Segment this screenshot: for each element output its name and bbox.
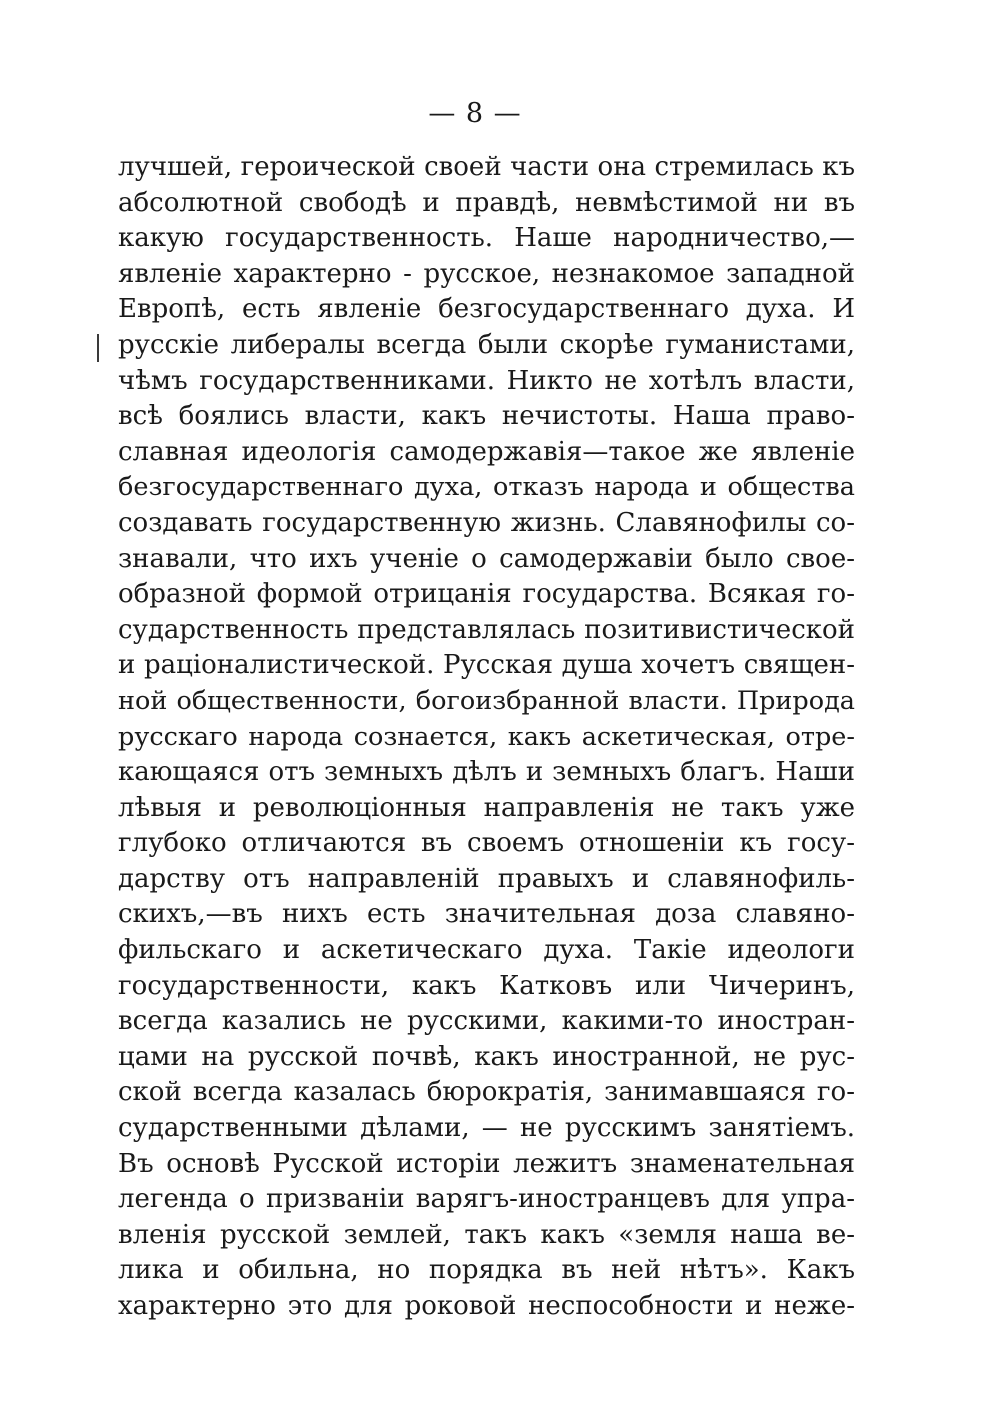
text-line: дарству отъ направленій правыхъ и славянофиль- <box>118 863 855 894</box>
text-line: глубоко отличаются въ своемъ отношеніи къ госу- <box>118 828 855 859</box>
text-line: образной формой отрицанія государства. Всякая го- <box>118 579 855 610</box>
text-line: абсолютной свободѣ и правдѣ, невмѣстимой ни въ <box>118 187 855 218</box>
text-line: чѣмъ государственниками. Никто не хотѣлъ власти, <box>118 365 855 396</box>
margin-mark <box>97 334 99 362</box>
text-line: характерно это для роковой неспособности и неже- <box>118 1291 855 1321</box>
text-line: лучшей, героической своей части она стремилась къ <box>118 152 855 182</box>
text-line: сударственными дѣлами, — не русскимъ занятіемъ. <box>118 1113 855 1144</box>
text-line: русскаго народа сознается, какъ аскетическая, отре- <box>118 721 855 752</box>
text-line: лика и обильна, но порядка въ ней нѣтъ». Какъ <box>118 1255 855 1286</box>
text-line: кающаяся отъ земныхъ дѣлъ и земныхъ благъ. Наши <box>118 757 855 788</box>
text-line: и раціоналистической. Русская душа хочетъ священ- <box>118 650 855 681</box>
text-line: русскіе либералы всегда были скорѣе гуманистами, <box>118 329 855 360</box>
text-line: лѣвыя и революціонныя направленія не такъ уже <box>118 792 855 823</box>
text-line: скихъ,—въ нихъ есть значительная доза славяно- <box>118 899 855 930</box>
text-line: создавать государственную жизнь. Славянофилы со- <box>118 507 855 538</box>
text-line: явленіе характерно - русское, незнакомое западной <box>118 258 855 289</box>
text-line: ской всегда казалась бюрократія, занимавшаяся го- <box>118 1077 855 1108</box>
text-line: Европѣ, есть явленіе безгосударственнаго духа. И <box>118 294 855 325</box>
text-line: славная идеологія самодержавія—такое же явленіе <box>118 436 855 467</box>
text-line: какую государственность. Наше народничество,— <box>118 223 855 254</box>
text-line: вленія русской землей, такъ какъ «земля наша ве- <box>118 1219 855 1250</box>
text-line: сударственность представлялась позитивистической <box>118 614 855 645</box>
text-line: фильскаго и аскетическаго духа. Такіе идеологи <box>118 935 855 966</box>
text-line: всѣ боялись власти, какъ нечистоты. Наша право- <box>118 401 855 432</box>
text-line: цами на русской почвѣ, какъ иностранной, не рус- <box>118 1041 855 1072</box>
text-line: безгосударственнаго духа, отказъ народа и общества <box>118 472 855 503</box>
body-text <box>118 150 855 1325</box>
page-number: — 8 — <box>428 98 522 129</box>
text-line: знавали, что ихъ ученіе о самодержавіи было свое- <box>118 543 855 574</box>
text-line: легенда о призваніи варягъ-иностранцевъ для упра- <box>118 1184 855 1215</box>
text-line: ной общественности, богоизбранной власти. Природа <box>118 685 855 716</box>
text-line: государственности, какъ Катковъ или Чичеринъ, <box>118 970 855 1001</box>
text-line: Въ основѣ Русской исторіи лежитъ знаменательная <box>118 1148 855 1179</box>
text-line: всегда казались не русскими, какими-то иностран- <box>118 1006 855 1037</box>
